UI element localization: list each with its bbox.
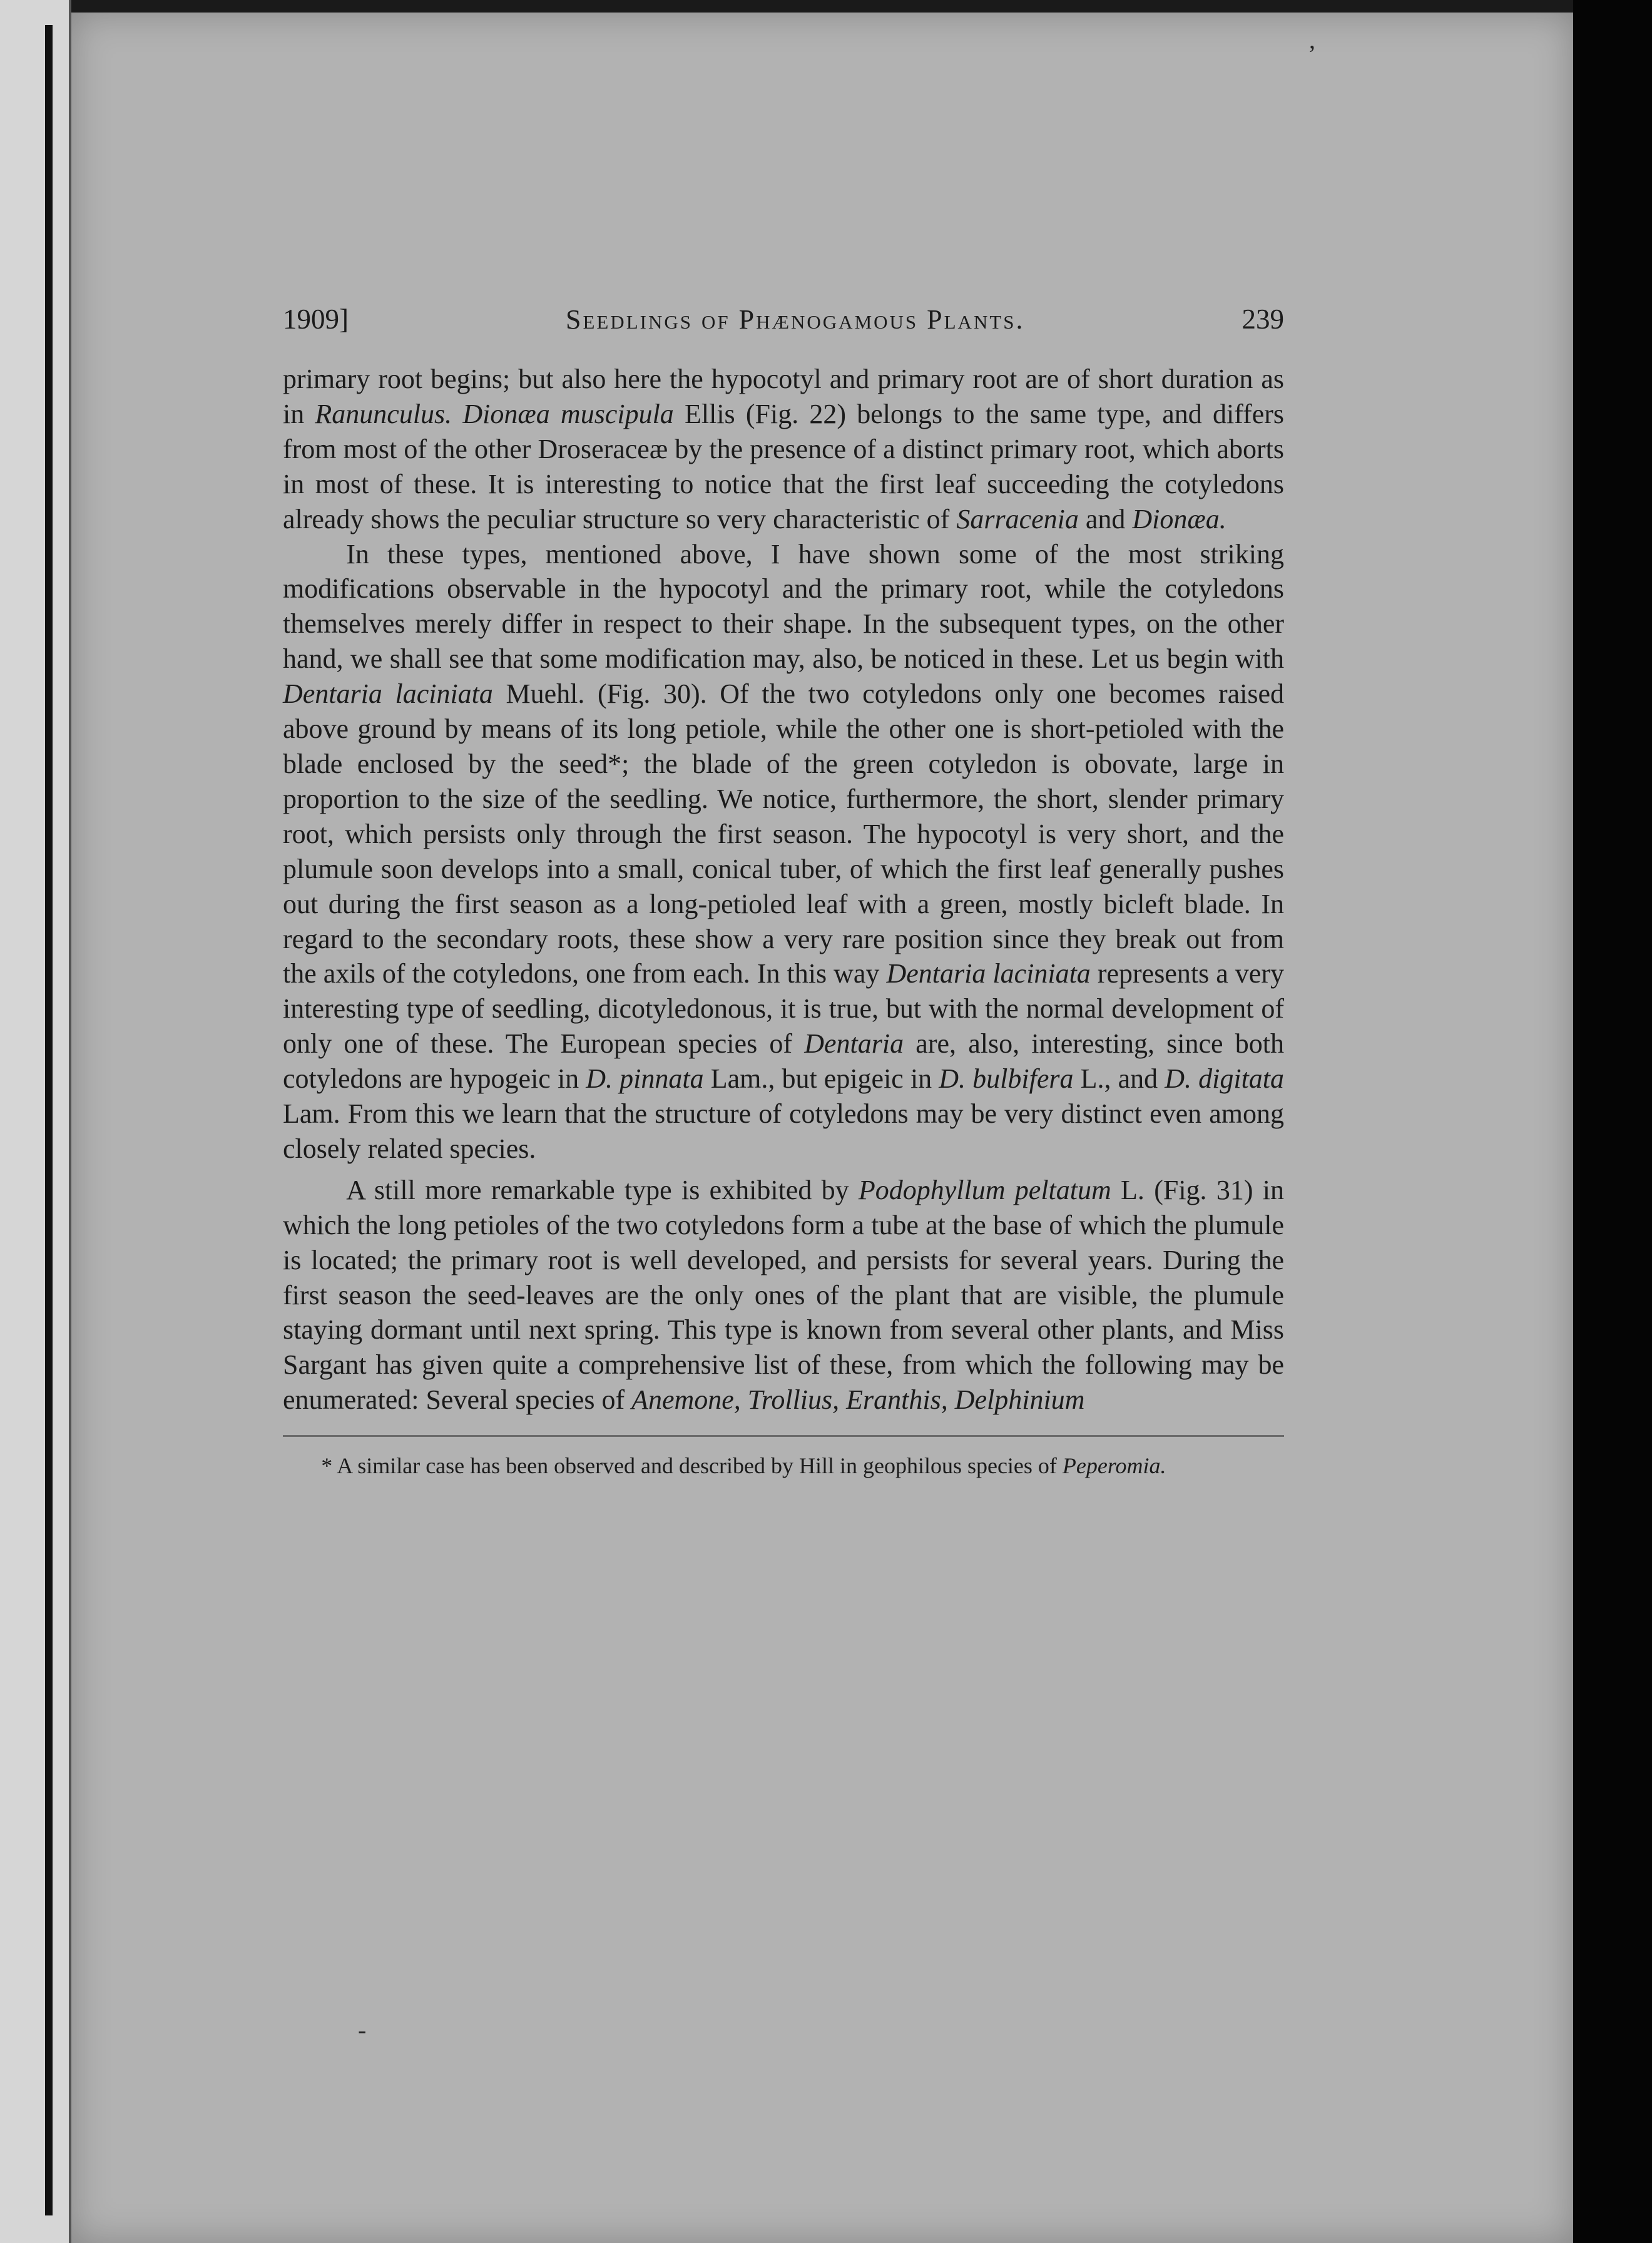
text-run: Lam. From this we learn that the structure of cotyledons may be very distinct even among closely related species. (283, 1098, 1284, 1164)
text-run: Muehl. (Fig. 30). Of the two cotyledons only one becomes raised above ground by means of its long petiole, while the other one is short-petioled with the blade enclosed by the seed*; the blade of the green cotyledon is obovate, large in proportion to the size of the seedling. We notice, furthermore, the short, slender primary root, which persists only through the first season. The hypocotyl is very short, and the plumule soon develops into a small, conical tuber, of which the first leaf generally pushes out during the first season as a long-petioled leaf with a green, mostly bicleft blade. In regard to the secondary roots, these show a very rare position since they break out from the axils of the cotyledons, one from each. In this way (283, 678, 1285, 989)
text-run: L. (Fig. 31) in which the long petioles of the two cotyledons form a tube at the base of which the plumule is located; the primary root is well developed, and persists for several years. During the first season the seed-leaves are the only ones of the plant that are visible, the plumule staying dormant until next spring. This type is known from several other plants, and Miss Sargant has given quite a comprehensive list of these, from which the following may be enumerated: Several species of (283, 1174, 1284, 1416)
text-run (452, 399, 462, 429)
text-run: A still more remarkable type is exhibited by (346, 1174, 859, 1205)
italic-term: Dionæa. (1132, 503, 1226, 534)
scanner-left-edge (0, 0, 71, 2243)
italic-term: Sarracenia (956, 503, 1079, 534)
text-run: * A similar case has been observed and described by Hill in geophilous species of (321, 1453, 1063, 1479)
dust-mark: - (358, 2016, 367, 2044)
text-run: Lam., but epigeic in (703, 1063, 939, 1095)
text-run: are, also, interesting, since both cotyledons are hypogeic in (283, 1028, 1284, 1095)
running-header (283, 303, 1284, 343)
footnote-text (283, 1451, 1284, 1481)
body-text (283, 362, 1284, 1418)
italic-term: Dentaria laciniata (283, 678, 493, 710)
italic-term: Dionæa muscipula (462, 398, 674, 429)
text-run: primary root begins; but also here the hypocotyl and primary root are of short duration as in (283, 364, 1284, 429)
scanner-right-edge (1573, 0, 1652, 2243)
italic-term: Dentaria laciniata (886, 958, 1091, 989)
text-run: and (1078, 503, 1133, 534)
footnote (283, 1451, 1284, 1481)
paragraph-1 (283, 362, 1284, 537)
italic-term: Podophyllum peltatum (858, 1174, 1111, 1205)
italic-term: Ranunculus. (315, 398, 452, 429)
text-run: L., and (1073, 1063, 1165, 1095)
text-run: represents a very interesting type of seedling, dicotyledonous, it is true, but with the normal development of only one of these. The European species of (283, 958, 1284, 1060)
italic-term: D. bulbifera (939, 1063, 1074, 1095)
header-year: 1909] (283, 304, 349, 335)
italic-term: D. pinnata (586, 1063, 704, 1095)
footnote-rule (283, 1435, 1284, 1437)
binding-rule (45, 25, 53, 2215)
italic-term: Anemone, Trollius, Eranthis, Delphinium (631, 1384, 1085, 1416)
text-run: In these types, mentioned above, I have shown some of the most striking modifications observable in the hypocotyl and the primary root, while the cotyledons themselves merely differ in respect to their shape. In the subsequent types, on the other hand, we shall see that some modification may, also, be noticed in these. Let us begin with (283, 538, 1284, 675)
paragraph-3 (283, 1173, 1284, 1418)
text-run: Ellis (Fig. 22) belongs to the same type, and differs from most of the other Droseraceæ by the presence of a distinct primary root, which aborts in most of these. It is interesting to notice that the first leaf succeeding the cotyledons already shows the peculiar structure so very characteristic of (283, 398, 1284, 534)
italic-term: Dentaria (804, 1028, 904, 1060)
dust-mark: ‚ (1308, 26, 1317, 54)
italic-term: Peperomia. (1062, 1453, 1166, 1479)
page-number: 239 (1242, 304, 1284, 335)
header-title: Seedlings of Phænogamous Plants. (565, 304, 1025, 335)
page-content (283, 303, 1284, 1481)
paragraph-2 (283, 537, 1284, 1167)
italic-term: D. digitata (1165, 1063, 1285, 1095)
